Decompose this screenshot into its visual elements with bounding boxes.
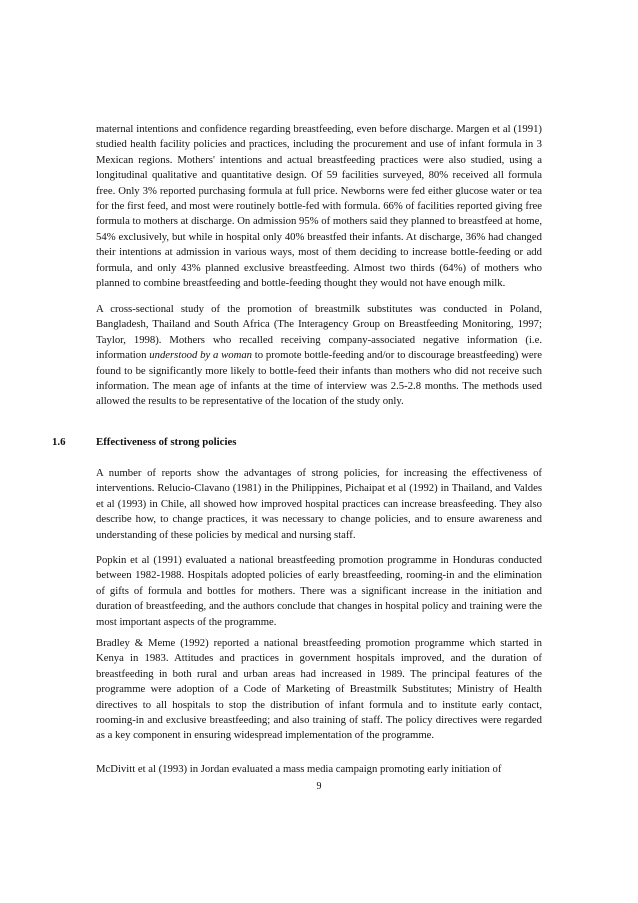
page-number: 9 <box>316 781 322 792</box>
paragraph-bradley-meme-study: Bradley & Meme (1992) reported a national breastfeeding promotion programme which started in Kenya in 1983. Attitudes and practices in government hospitals improved, and the duration of breastfeeding in both rural and urban areas had increased in 1989. The principal features of the programme were adoption of a Code of Marketing of Breastmilk Substitutes; Ministry of Health directives to all hospitals to stop the distribution of infant formula and to institute early contact, rooming-in and exclusive breastfeeding; and also training of staff. The policy directives were regarded as a key component in ensuring widespread implementation of the programme. <box>96 637 542 742</box>
paragraph-text: to promote bottle-feeding and/or to discourage breastfeeding) were found to be significantly more likely to bottle-feed their infants than mothers who did not receive such information. The mean age of infants at the time of interview was 2.5-2.8 months. The methods used allowed the results to be representative of the location of the study only. <box>96 349 542 408</box>
paragraph-margen-study: maternal intentions and confidence regarding breastfeeding, even before discharge. Margen et al (1991) studied health facility policies and practices, including the procurement and use of infant formula in 3 Mexican regions. Mothers' intentions and actual breastfeeding practices were also studied, using a longitudinal qualitative and quantitative design. Of 59 facilities surveyed, 80% received all formula free. Only 3% reported purchasing formula at full price. Newborns were fed either glucose water or tea for the first feed, and most were routinely bottle-fed with formula. 66% of facilities reported giving free formula to mothers at discharge. On admission 95% of mothers said they planned to breastfeed at home, 54% exclusively, but while in hospital only 40% breastfed their infants. At discharge, 36% had changed their intentions at admission in various ways, most of them deciding to increase bottle-feeding or add formula, and only 43% planned exclusive breastfeeding. Almost two thirds (64%) of mothers who planned to combine breastfeeding and bottle-feeding thought they would not have enough milk. <box>96 123 542 290</box>
paragraph-text: A cross-sectional study of the promotion of breastmilk substitutes was conducted in Poland, Bangladesh, Thailand and South Africa (The Interagency Group on Breastfeeding Monitoring, 1997; Taylor, 1998). Mothers who recalled receiving company-associated negative information (i.e. information <box>96 303 542 362</box>
paragraph-mcdivitt-study: McDivitt et al (1993) in Jordan evaluated a mass media campaign promoting early initiation of <box>96 763 502 775</box>
emphasis-text: understood by a woman <box>149 349 253 362</box>
paragraph-popkin-study: Popkin et al (1991) evaluated a national breastfeeding promotion programme in Honduras conducted between 1982-1988. Hospitals adopted policies of early breastfeeding, rooming-in and the elimination of gifts of formula and bottles for mothers. There was a significant increase in the initiation and duration of breastfeeding, and the authors conclude that changes in hospital policy and training were the most important aspects of the programme. <box>96 554 542 628</box>
paragraph-cross-sectional-study <box>96 302 542 410</box>
section-title: Effectiveness of strong policies <box>96 436 237 448</box>
section-number: 1.6 <box>52 436 66 448</box>
paragraph-strong-policies: A number of reports show the advantages of strong policies, for increasing the effectiveness of interventions. Relucio-Clavano (1981) in the Philippines, Pichaipat et al (1992) in Thailand, and Valdes et al (1993) in Chile, all showed how improved hospital practices can increase breasfeeding. They also describe how, to change practices, it was necessary to change policies, and to ensure awareness and understanding of these policies by medical and nursing staff. <box>96 467 542 541</box>
